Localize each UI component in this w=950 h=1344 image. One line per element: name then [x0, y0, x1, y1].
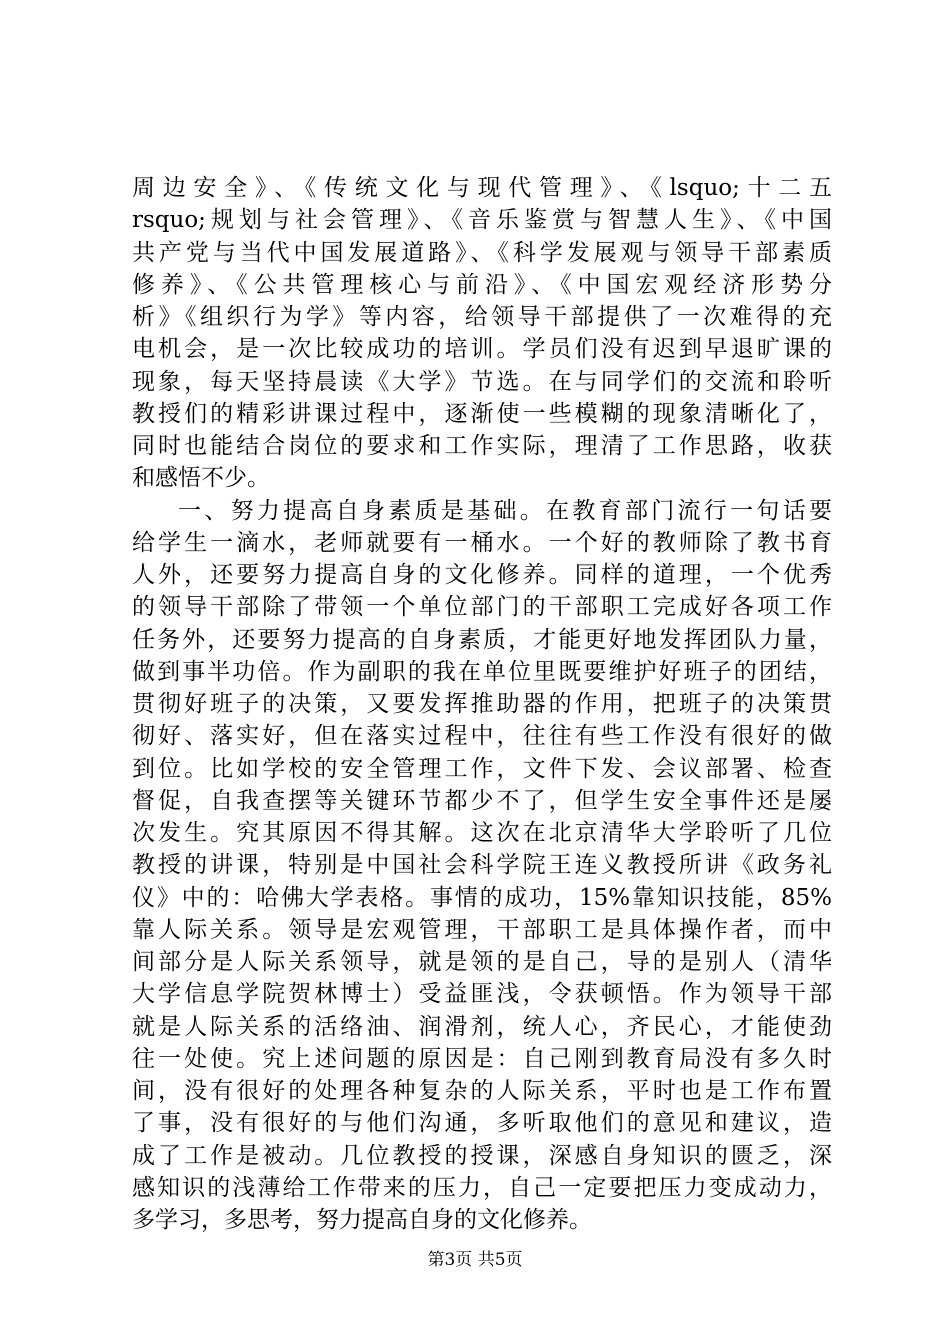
text-line: 了事，没有很好的与他们沟通，多听取他们的意见和建议，造 [132, 1110, 832, 1137]
text-line: 就是人际关系的活络油、润滑剂，统人心，齐民心，才能使劲 [132, 1013, 832, 1040]
text-line: 电机会，是一次比较成功的培训。学员们没有迟到早退旷课的 [132, 336, 832, 363]
page-footer [0, 1250, 950, 1270]
text-line: 给学生一滴水，老师就要有一桶水。一个好的教师除了教书育 [132, 529, 832, 556]
text-line: 任务外，还要努力提高的自身素质，才能更好地发挥团队力量， [132, 626, 832, 653]
text-line: 共产党与当代中国发展道路》、《科学发展观与领导干部素质 [132, 239, 832, 266]
text-line: 析》《组织行为学》等内容，给领导干部提供了一次难得的充 [132, 304, 832, 330]
text-line: 督促，自我查摆等关键环节都少不了，但学生安全事件还是屡 [132, 787, 832, 814]
text-line: 彻好、落实好，但在落实过程中，往往有些工作没有很好的做 [132, 723, 832, 750]
text-line: 间部分是人际关系领导，就是领的是自己，导的是别人（清华 [132, 949, 832, 975]
text-line: 贯彻好班子的决策，又要发挥推助器的作用，把班子的决策贯 [132, 691, 832, 717]
text-line: 现象，每天坚持晨读《大学》节选。在与同学们的交流和聆听 [132, 368, 832, 395]
text-line: 次发生。究其原因不得其解。这次在北京清华大学聆听了几位 [132, 820, 832, 846]
text-line: 间，没有很好的处理各种复杂的人际关系，平时也是工作布置 [132, 1078, 832, 1104]
paragraph-first-line: 一、努力提高自身素质是基础。在教育部门流行一句话要 [178, 497, 832, 524]
text-line: 成了工作是被动。几位教授的授课，深感自身知识的匮乏，深 [132, 1142, 832, 1169]
text-line: 和感悟不少。 [132, 465, 270, 492]
text-line: 教授的讲课，特别是中国社会科学院王连义教授所讲《政务礼 [132, 852, 832, 879]
text-line: 的领导干部除了带领一个单位部门的干部职工完成好各项工作 [132, 594, 832, 621]
text-line: 仪》中的：哈佛大学表格。事情的成功，15%靠知识技能，85% [132, 884, 832, 911]
page-number-label: 第3页 共5页 [427, 1250, 523, 1270]
text-line: 大学信息学院贺林博士）受益匪浅，令获顿悟。作为领导干部 [132, 981, 832, 1008]
text-line: 多学习，多思考，努力提高自身的文化修养。 [132, 1207, 592, 1233]
text-line: 周边安全》、《传统文化与现代管理》、《lsquo;十二五 [132, 175, 832, 201]
text-line: 人外，还要努力提高自身的文化修养。同样的道理，一个优秀 [132, 562, 832, 588]
text-line: 靠人际关系。领导是宏观管理，干部职工是具体操作者，而中 [132, 916, 832, 943]
text-line: 感知识的浅薄给工作带来的压力，自己一定要把压力变成动力， [132, 1174, 832, 1201]
text-line: 做到事半功倍。作为副职的我在单位里既要维护好班子的团结， [132, 658, 832, 685]
text-line: rsquo;规划与社会管理》、《音乐鉴赏与智慧人生》、《中国 [132, 207, 832, 234]
body-text [132, 172, 832, 1236]
text-line: 同时也能结合岗位的要求和工作实际，理清了工作思路，收获 [132, 433, 832, 459]
text-line: 往一处使。究上述问题的原因是：自己刚到教育局没有多久时 [132, 1045, 832, 1072]
text-line: 教授们的精彩讲课过程中，逐渐使一些模糊的现象清晰化了， [132, 400, 832, 427]
text-line: 修养》、《公共管理核心与前沿》、《中国宏观经济形势分 [132, 271, 832, 298]
text-line: 到位。比如学校的安全管理工作，文件下发、会议部署、检查 [132, 755, 832, 782]
